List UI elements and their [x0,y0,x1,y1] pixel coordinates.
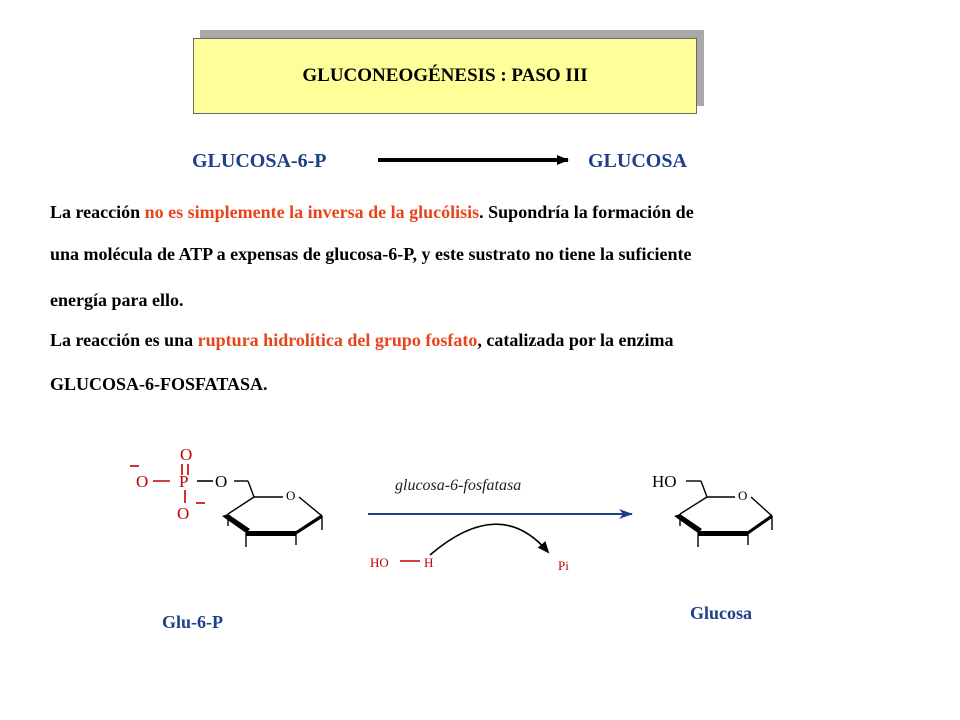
p1-text-b: . Supondría la formación de [479,202,694,222]
water-ho: HO [370,555,389,570]
enzyme-label: glucosa-6-fosfatasa [395,477,522,494]
phosphate-p: P [179,472,189,491]
glucosa-structure [652,472,772,547]
glucosa-label: Glucosa [690,603,753,623]
glu-6-p-label: Glu-6-P [162,612,223,632]
ring-o-right: O [738,488,748,503]
product-label: GLUCOSA [588,150,687,172]
phosphate-o-link: O [215,472,228,491]
phosphate-o-bottom: O [177,504,190,523]
glu-6-p-structure [130,445,322,547]
ho-label: HO [652,472,677,491]
ring-o-left: O [286,488,296,503]
phosphate-o-top: O [180,445,193,464]
paragraph2-line2: GLUCOSA-6-FOSFATASA. [50,374,268,394]
curved-arrow [430,524,548,555]
paragraph1-line2: una molécula de ATP a expensas de glucosa-6-P, y este sustrato no tiene la suficiente [50,244,692,264]
page-title-text: GLUCONEOGÉNESIS : PASO III [302,65,588,86]
p2-text-a: La reacción es una [50,330,198,350]
p1-text-a: La reacción [50,202,145,222]
p2-text-b: , catalizada por la enzima [477,330,674,350]
p1-highlight: no es simplemente la inversa de la glucólisis [144,202,480,222]
paragraph1-line3: energía para ello. [50,290,184,310]
phosphate-o-left: O [136,472,149,491]
water-h: H [424,555,434,570]
reactant-label: GLUCOSA-6-P [192,150,327,172]
p2-highlight: ruptura hidrolítica del grupo fosfato [197,330,478,350]
phosphate-pi: Pi [558,558,569,573]
